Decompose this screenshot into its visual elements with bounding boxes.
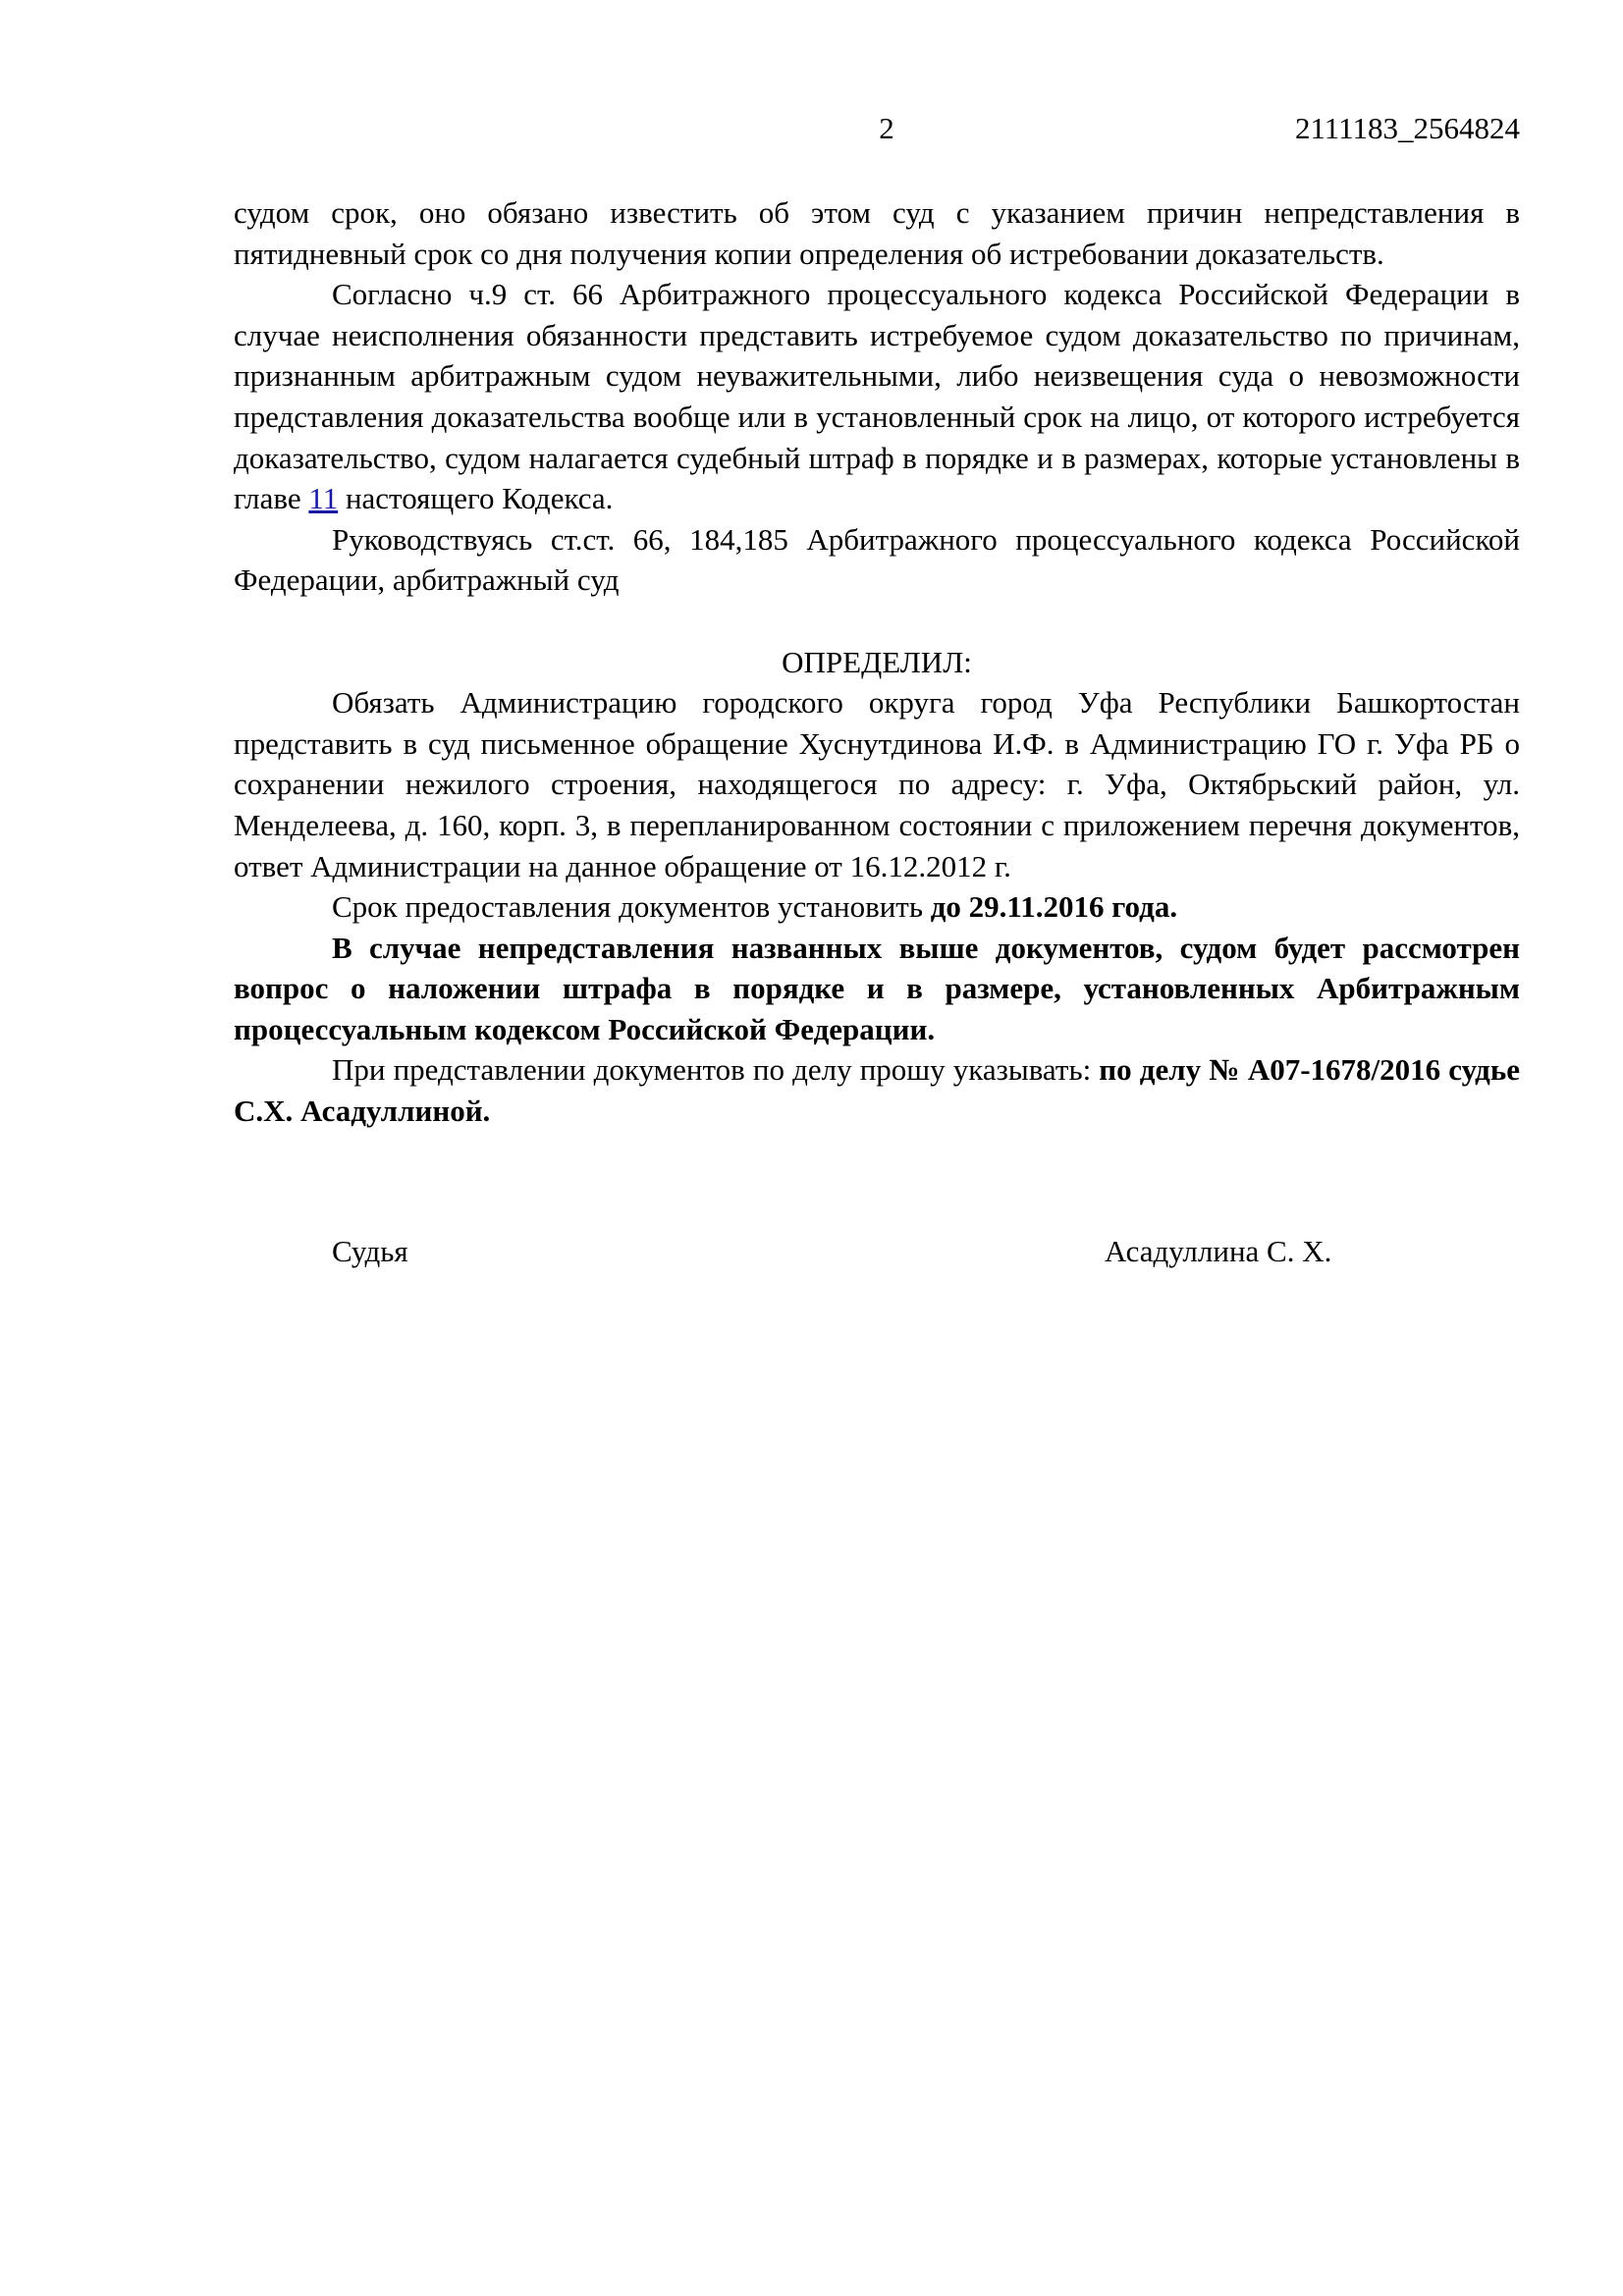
paragraph-text: Руководствуясь ст.ст. 66, 184,185 Арбитражного процессуального кодекса Российской Федерации, арбитражный суд <box>234 521 1520 598</box>
paragraph-article-66 <box>234 274 1520 519</box>
paragraph-deadline <box>234 886 1520 928</box>
paragraph-text: Согласно ч.9 ст. 66 Арбитражного процессуального кодекса Российской Федерации в случае неисполнения обязанности представить истребуемое судом доказательство по причинам, признанным арбитражным судом неуважительными, либо неизвещения суда о невозможности представления доказательства вообще или в установленный срок на лицо, от которого истребуется доказательство, судом налагается судебный штраф в порядке и в размерах, которые установлены в главе <box>234 277 1520 516</box>
paragraph-continuation <box>234 192 1520 274</box>
paragraph-text-end: настоящего Кодекса. <box>338 481 614 516</box>
document-body <box>234 192 1520 1272</box>
signature-block <box>234 1231 1520 1272</box>
paragraph-text: Обязать Администрацию городского округа город Уфа Республики Башкортостан представить в суд письменное обращение Хуснутдинова И.Ф. в Администрацию ГО г. Уфа РБ о сохранении нежилого строения, находящегося по адресу: г. Уфа, Октябрьский район, ул. Менделеева, д. 160, корп. 3, в перепланированном состоянии с приложением перечня документов, ответ Администрации на данное обращение от 16.12.2012 г. <box>234 685 1520 883</box>
paragraph-text: Срок предоставления документов установить <box>332 889 931 925</box>
paragraph-text: При представлении документов по делу прошу указывать: <box>332 1052 1100 1088</box>
paragraph-warning <box>234 928 1520 1050</box>
document-id: 2111183_2564824 <box>1294 111 1520 145</box>
warning-text: В случае непредставления названных выше документов, судом будет рассмотрен вопрос о наложении штрафа в порядке и в размере, установленных Арбитражным процессуальным кодексом Российской Федерации. <box>234 930 1520 1046</box>
page-header <box>234 108 1520 149</box>
judge-name: Асадуллина С. Х. <box>1105 1233 1332 1268</box>
paragraph-obligation <box>234 682 1520 886</box>
case-number: по делу № А07-1678/2016 судье С.Х. Асадуллиной. <box>234 1052 1520 1129</box>
page-number: 2 <box>879 111 894 145</box>
ruling-heading <box>234 642 1520 683</box>
paragraph-case-reference <box>234 1049 1520 1131</box>
chapter-link[interactable]: 11 <box>308 481 339 516</box>
paragraph-guided-by <box>234 519 1520 601</box>
signature-title: Судья <box>332 1233 408 1268</box>
deadline-date: до 29.11.2016 года. <box>930 889 1178 925</box>
paragraph-text: судом срок, оно обязано известить об этом суд с указанием причин непредставления в пятидневный срок со дня получения копии определения об истребовании доказательств. <box>234 195 1520 271</box>
heading-text: ОПРЕДЕЛИЛ: <box>782 644 972 679</box>
